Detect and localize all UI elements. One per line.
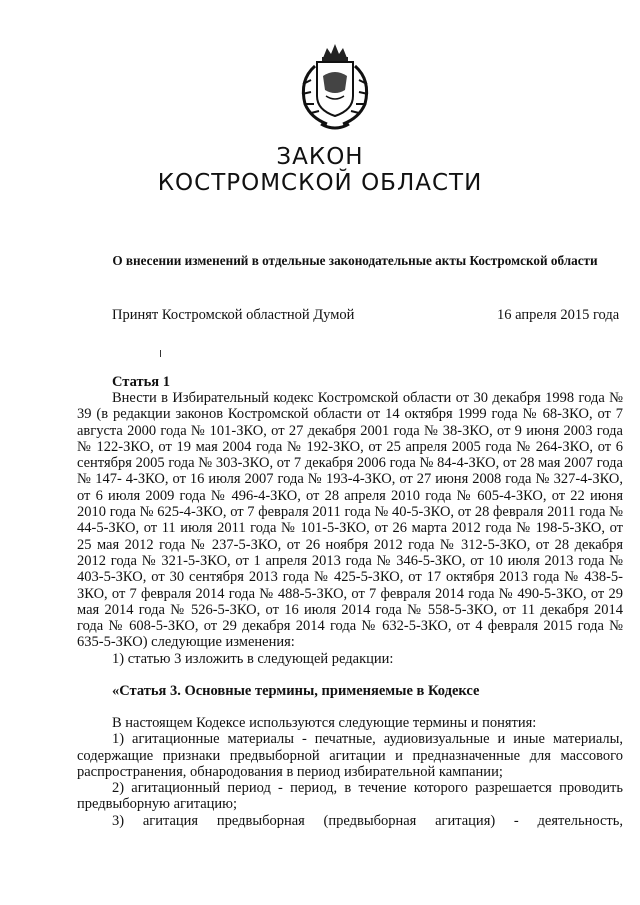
law-title: ЗАКОН [276,144,364,170]
adopted-by-text: Принят Костромской областной Думой [112,307,355,323]
article3-heading: «Статья 3. Основные термины, применяемые в Кодексе [112,683,480,699]
law-subtitle: О внесении изменений в отдельные законодательные акты Костромской области [112,253,598,268]
term-1: 1) агитационные материалы - печатные, аудиовизуальные и иные материалы, содержащие признаки предвыборной агитации и предназначенные для массового распространения, обнародования в период избирательной кампании; [77,731,623,780]
article1-text: Внести в Избирательный кодекс Костромской области от 30 декабря 1998 года № 39 (в редакции законов Костромской области от 14 октября 1999 года № 68-ЗКО, от 7 августа 2000 года № 101-ЗКО, от 27 декабря 2001 года № 38-ЗКО, от 9 июня 2003 года № 122-ЗКО, от 19 мая 2004 года № 192-ЗКО, от 25 апреля 2005 года № 264-ЗКО, от 6 сентября 2005 года № 303-ЗКО, от 7 декабря 2006 года № 84-4-ЗКО, от 28 мая 2007 года № 147- 4-ЗКО, от 16 июля 2007 года № 193-4-ЗКО, от 27 июня 2008 года № 327-4-ЗКО, от 6 июля 2009 года № 496-4-ЗКО, от 28 апреля 2010 года № 605-4-ЗКО, от 22 июня 2010 года № 625-4-ЗКО, от 7 февраля 2011 года № 40-5-ЗКО, от 28 февраля 2011 года № 44-5-ЗКО, от 11 июля 2011 года № 101-5-ЗКО, от 26 марта 2012 года № 198-5-ЗКО, от 25 мая 2012 года № 237-5-ЗКО, от 26 ноября 2012 года № 312-5-ЗКО, от 28 декабря 2012 года № 321-5-ЗКО, от 1 апреля 2013 года № 346-5-ЗКО, от 10 июля 2013 года № 403-5-ЗКО, от 30 сентября 2013 года № 425-5-ЗКО, от 17 октября 2013 года № 438-5-ЗКО, от 7 февраля 2014 года № 488-5-ЗКО, от 7 февраля 2014 года № 490-5-ЗКО, от 29 мая 2014 года № 526-5-ЗКО, от 16 июля 2014 года № 558-5-ЗКО, от 11 декабря 2014 года № 608-5-ЗКО, от 29 декабря 2014 года № 632-5-ЗКО, от 4 февраля 2015 года № 635-5-ЗКО) следующие изменения: [77,390,623,651]
article3-definitions [77,715,623,829]
law-region-title: КОСТРОМСКОЙ ОБЛАСТИ [157,170,483,196]
article3-intro: В настоящем Кодексе используются следующие термины и понятия: [112,715,537,731]
article1-heading: Статья 1 [112,374,170,390]
adoption-date: 16 апреля 2015 года [497,307,620,323]
term-2: 2) агитационный период - период, в течение которого разрешается проводить предвыборную агитацию; [77,780,623,813]
article1-body [77,390,623,667]
coat-of-arms-emblem [293,40,377,134]
scan-mark [160,350,161,357]
article1-item1: 1) статью 3 изложить в следующей редакции: [112,650,394,667]
term-3: 3) агитация предвыборная (предвыборная агитация) - деятельность, [112,812,623,829]
